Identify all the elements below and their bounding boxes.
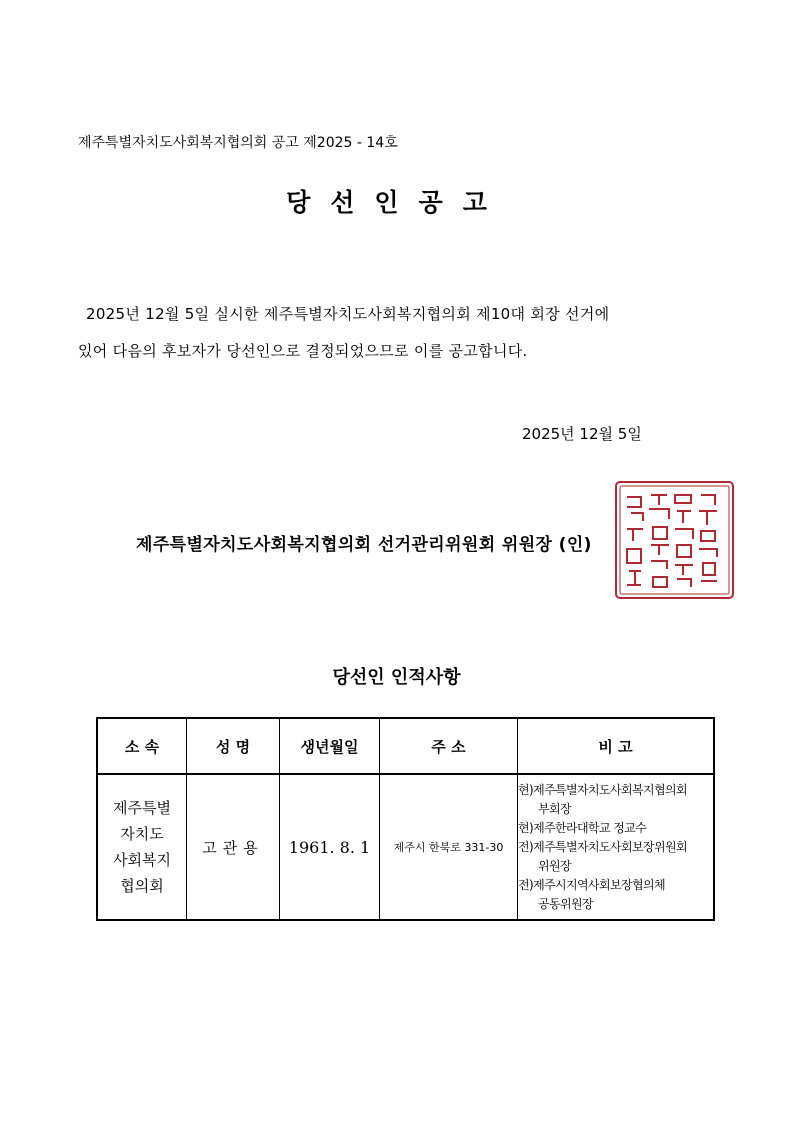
issuer-signature: 제주특별자치도사회복지협의회 선거관리위원회 위원장 (인) [136,535,592,555]
table-row [97,774,714,920]
header-name: 성 명 [187,718,280,774]
announcement-date: 2025년 12월 5일 [522,425,642,443]
cell-address: 제주시 한북로 331-30 [380,774,518,920]
cell-name: 고관용 [187,774,280,920]
header-address: 주 소 [380,718,518,774]
official-seal-icon [613,479,736,601]
notice-number: 제주특별자치도사회복지협의회 공고 제2025 - 14호 [78,135,398,151]
section-title: 당선인 인적사항 [332,667,461,688]
table-header-row [97,718,714,774]
cell-birth: 1961. 8. 1 [280,774,380,920]
page-title: 당선인공고 [286,188,507,217]
header-affiliation: 소 속 [97,718,187,774]
header-remarks: 비 고 [518,718,715,774]
body-line-1: 2025년 12월 5일 실시한 제주특별자치도사회복지협의회 제10대 회장 선거에 [86,305,610,323]
elected-person-table [96,717,715,921]
cell-remarks: 현)제주특별자치도사회복지협의회 부회장 현)제주한라대학교 정교수 전)제주특별자치도사회보장위원회 위원장 전)제주시지역사회보장협의체 공동위원장 [518,774,715,920]
announcement-body [78,296,718,370]
cell-affiliation: 제주특별 자치도 사회복지 협의회 [97,774,187,920]
body-line-2: 있어 다음의 후보자가 당선인으로 결정되었으므로 이를 공고합니다. [78,342,528,360]
header-birth: 생년월일 [280,718,380,774]
